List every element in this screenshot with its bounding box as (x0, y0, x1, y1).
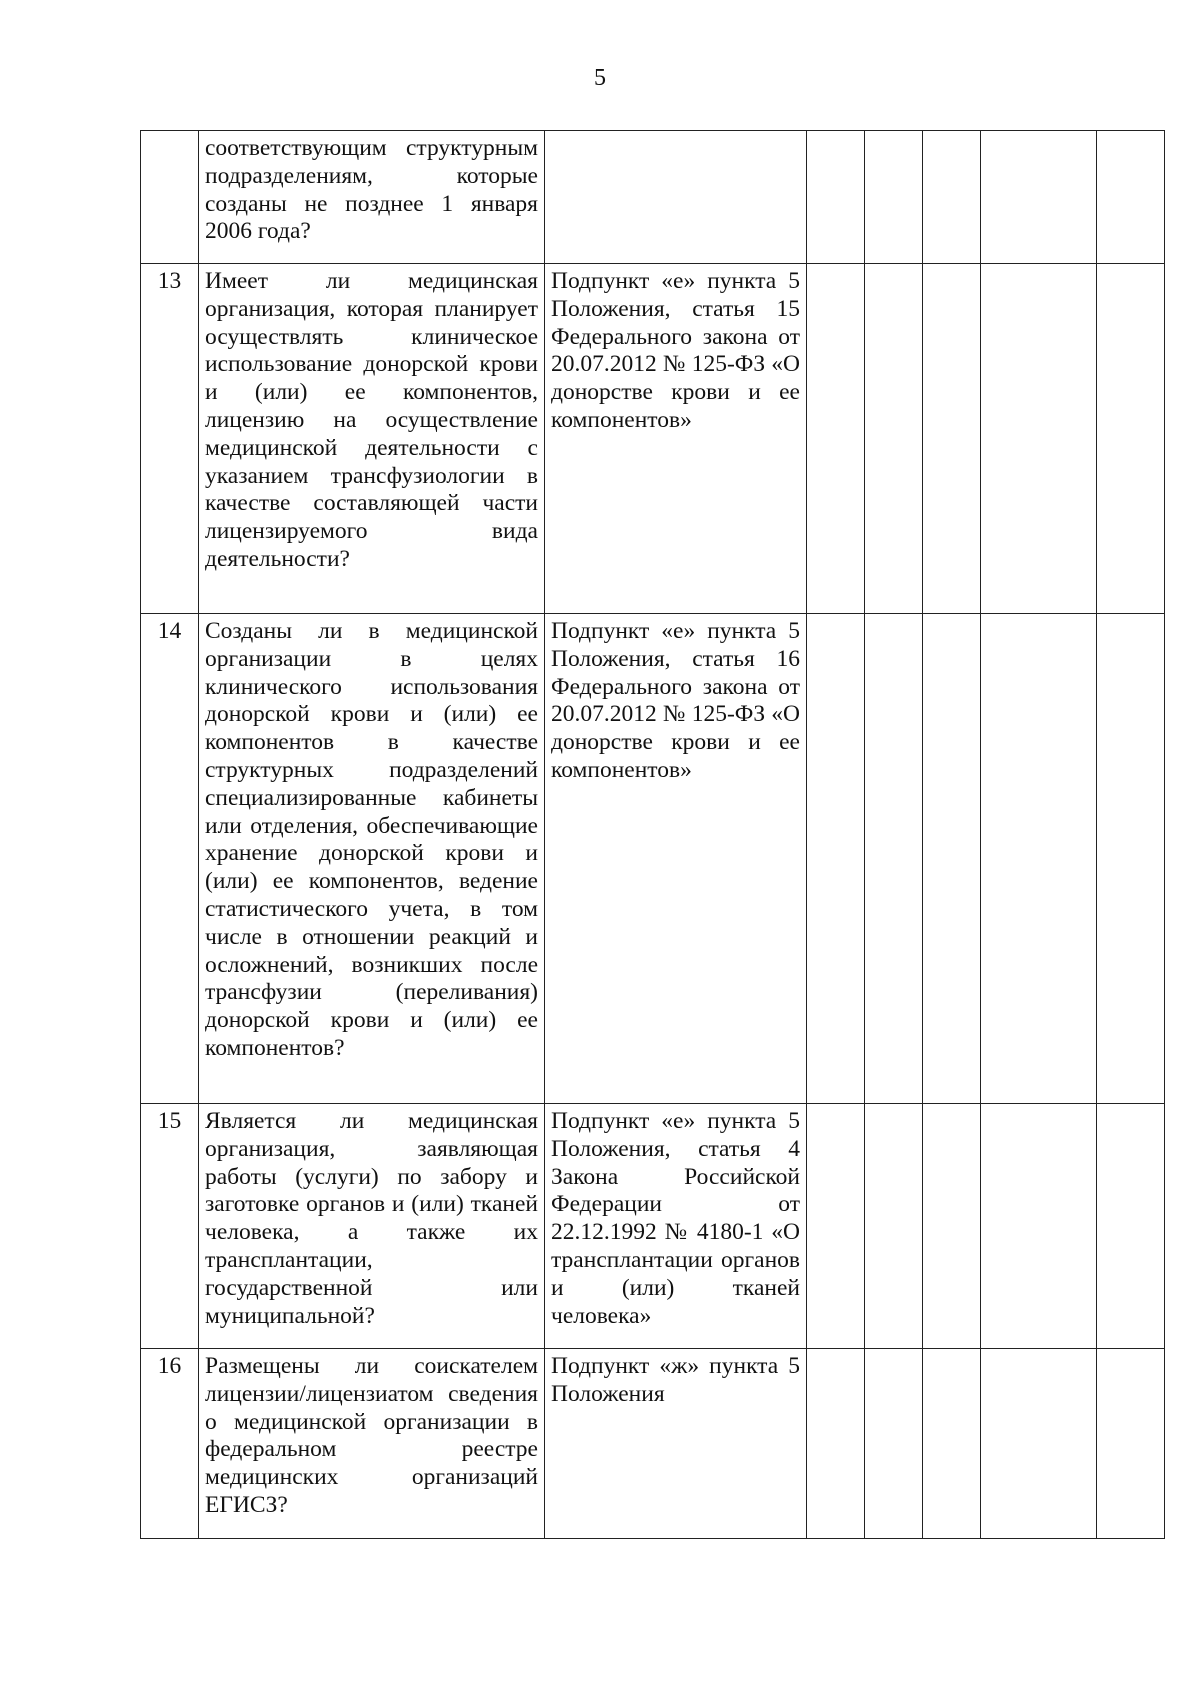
note-cell[interactable] (1097, 1349, 1165, 1539)
legal-basis-cell: Подпункт «е» пункта 5 Положения, статья 15 Федерального закона от 20.07.2012 № 125-ФЗ «О донорстве крови и ее компонентов» (545, 264, 807, 614)
table-row (141, 1349, 1165, 1539)
checklist-table (140, 130, 1165, 1539)
comment-cell[interactable] (981, 614, 1097, 1104)
table-row (141, 1104, 1165, 1349)
answer-no-cell[interactable] (865, 264, 923, 614)
note-cell[interactable] (1097, 1104, 1165, 1349)
table-row (141, 264, 1165, 614)
legal-basis-cell: Подпункт «е» пункта 5 Положения, статья 4 Закона Российской Федерации от 22.12.1992 № 4180-1 «О трансплантации органов и (или) тканей человека» (545, 1104, 807, 1349)
answer-na-cell[interactable] (923, 1104, 981, 1349)
note-cell[interactable] (1097, 614, 1165, 1104)
answer-no-cell[interactable] (865, 1104, 923, 1349)
table-row (141, 614, 1165, 1104)
comment-cell[interactable] (981, 131, 1097, 264)
answer-yes-cell[interactable] (807, 131, 865, 264)
answer-yes-cell[interactable] (807, 264, 865, 614)
question-cell: Является ли медицинская организация, заявляющая работы (услуги) по забору и заготовке органов и (или) тканей человека, а также их трансплантации, государственной или муниципальной? (199, 1104, 545, 1349)
question-cell: Размещены ли соискателем лицензии/лицензиатом сведения о медицинской организации в федеральном реестре медицинских организаций ЕГИСЗ? (199, 1349, 545, 1539)
row-number (141, 131, 199, 264)
answer-yes-cell[interactable] (807, 1349, 865, 1539)
comment-cell[interactable] (981, 1104, 1097, 1349)
answer-na-cell[interactable] (923, 614, 981, 1104)
row-number: 14 (141, 614, 199, 1104)
answer-yes-cell[interactable] (807, 614, 865, 1104)
row-number: 15 (141, 1104, 199, 1349)
comment-cell[interactable] (981, 1349, 1097, 1539)
legal-basis-cell: Подпункт «ж» пункта 5 Положения (545, 1349, 807, 1539)
page-number: 5 (594, 65, 606, 91)
row-number: 16 (141, 1349, 199, 1539)
note-cell[interactable] (1097, 264, 1165, 614)
answer-no-cell[interactable] (865, 614, 923, 1104)
answer-yes-cell[interactable] (807, 1104, 865, 1349)
question-cell: соответствующим структурным подразделениям, которые созданы не позднее 1 января 2006 года? (199, 131, 545, 264)
legal-basis-cell: Подпункт «е» пункта 5 Положения, статья 16 Федерального закона от 20.07.2012 № 125-ФЗ «О донорстве крови и ее компонентов» (545, 614, 807, 1104)
answer-na-cell[interactable] (923, 1349, 981, 1539)
row-number: 13 (141, 264, 199, 614)
comment-cell[interactable] (981, 264, 1097, 614)
table-row (141, 131, 1165, 264)
note-cell[interactable] (1097, 131, 1165, 264)
legal-basis-cell (545, 131, 807, 264)
answer-na-cell[interactable] (923, 131, 981, 264)
answer-no-cell[interactable] (865, 1349, 923, 1539)
question-cell: Созданы ли в медицинской организации в целях клинического использования донорской крови и (или) ее компонентов в качестве структурных подразделений специализированные кабинеты или отделения, обеспечивающие хранение донорской крови и (или) ее компонентов, ведение статистического учета, в том числе в отношении реакций и осложнений, возникших после трансфузии (переливания) донорской крови и (или) ее компонентов? (199, 614, 545, 1104)
answer-no-cell[interactable] (865, 131, 923, 264)
question-cell: Имеет ли медицинская организация, которая планирует осуществлять клиническое использование донорской крови и (или) ее компонентов, лицензию на осуществление медицинской деятельности с указанием трансфузиологии в качестве составляющей части лицензируемого вида деятельности? (199, 264, 545, 614)
answer-na-cell[interactable] (923, 264, 981, 614)
